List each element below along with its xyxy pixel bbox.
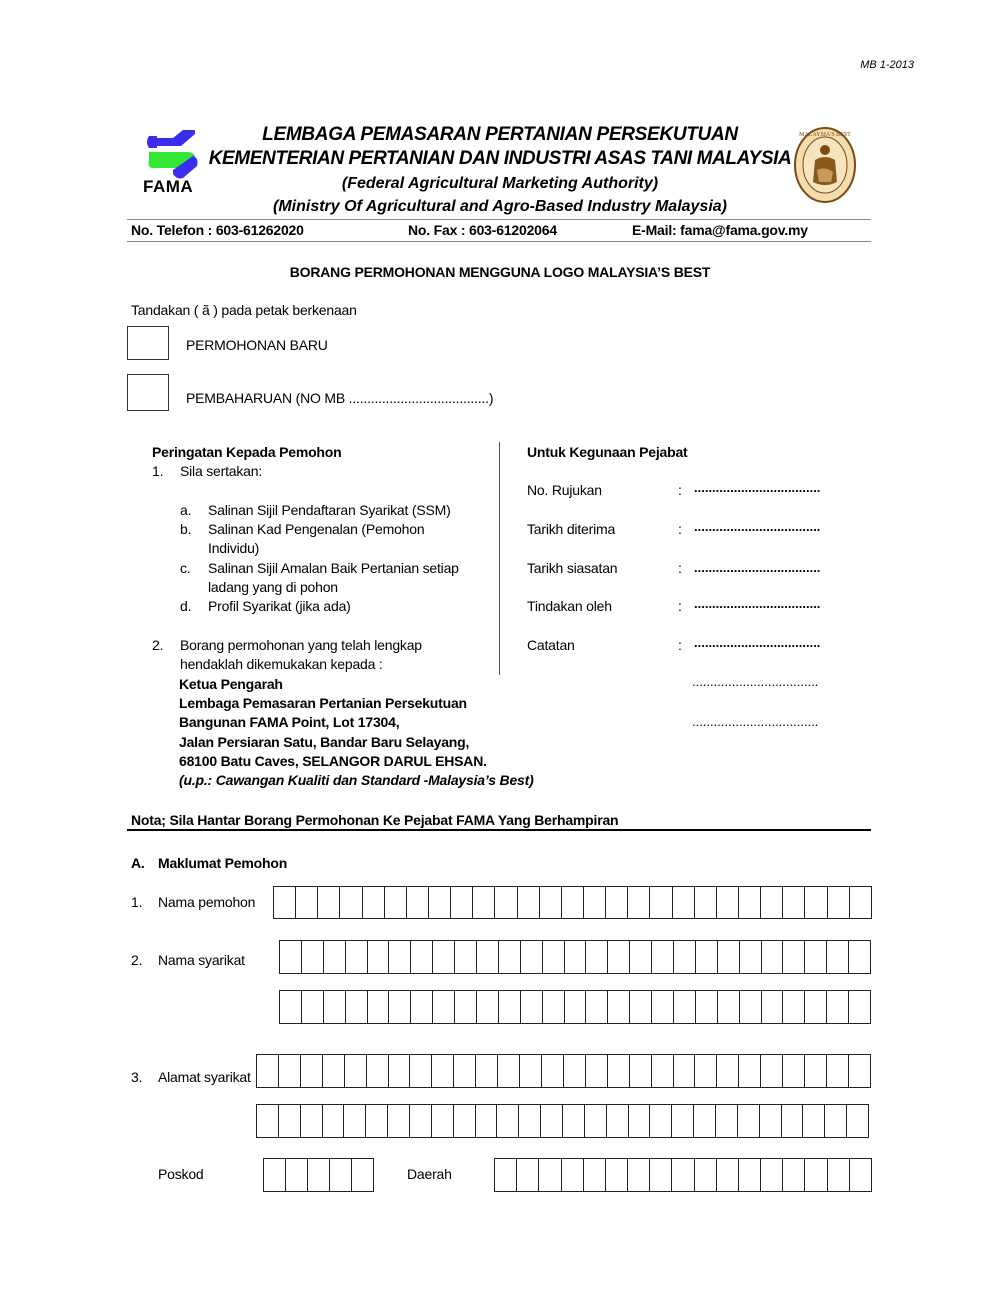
char-box[interactable] (608, 1055, 630, 1087)
char-box[interactable] (739, 1159, 761, 1191)
fama-logo-text: FAMA (143, 177, 194, 196)
char-box[interactable] (389, 941, 411, 973)
char-box[interactable] (410, 1055, 432, 1087)
char-box[interactable] (761, 1055, 783, 1087)
char-box[interactable] (429, 887, 451, 918)
office-field-label: Tindakan oleh (527, 598, 612, 614)
char-box[interactable] (517, 1159, 539, 1191)
reminder-heading: Peringatan Kepada Pemohon (152, 444, 342, 460)
company-address-input-line2[interactable] (256, 1104, 869, 1138)
attachment-letter: b. (180, 521, 192, 537)
char-box[interactable] (477, 941, 499, 973)
office-field-label: Tarikh diterima (527, 521, 616, 537)
char-box[interactable] (346, 941, 368, 973)
attachment-text-cont: Individu) (208, 540, 260, 556)
char-box[interactable] (696, 991, 718, 1023)
char-box[interactable] (828, 1159, 850, 1191)
char-box[interactable] (849, 1055, 870, 1087)
char-box[interactable] (308, 1159, 330, 1191)
char-box[interactable] (330, 1159, 352, 1191)
char-box[interactable] (650, 1159, 672, 1191)
char-box[interactable] (782, 1105, 804, 1137)
char-box[interactable] (783, 941, 805, 973)
char-box[interactable] (586, 991, 608, 1023)
attachment-text: Salinan Kad Pengenalan (Pemohon (208, 521, 425, 537)
char-box[interactable] (608, 941, 630, 973)
char-box[interactable] (827, 991, 849, 1023)
char-box[interactable] (411, 991, 433, 1023)
char-box[interactable] (584, 1159, 606, 1191)
char-box[interactable] (519, 1105, 541, 1137)
svg-text:MALAYSIA'S BEST: MALAYSIA'S BEST (799, 132, 851, 138)
char-box[interactable] (739, 887, 761, 918)
char-box[interactable] (363, 887, 385, 918)
char-box[interactable] (629, 1105, 651, 1137)
char-box[interactable] (385, 887, 407, 918)
field-number: 1. (131, 894, 143, 910)
char-box[interactable] (585, 1105, 607, 1137)
header-rule-bottom (127, 241, 871, 242)
district-input[interactable] (494, 1158, 872, 1192)
char-box[interactable] (389, 1055, 411, 1087)
char-box[interactable] (542, 1055, 564, 1087)
char-box[interactable] (280, 941, 302, 973)
office-field-colon: : (678, 637, 682, 653)
office-field-colon: : (678, 560, 682, 576)
company-name-input-line1[interactable] (279, 940, 871, 974)
char-box[interactable] (849, 991, 870, 1023)
char-box[interactable] (564, 1055, 586, 1087)
office-field-inspection-date[interactable]: ................................... (694, 560, 821, 575)
address-line: Ketua Pengarah (179, 676, 283, 692)
char-box[interactable] (650, 1105, 672, 1137)
char-box[interactable] (694, 1105, 716, 1137)
char-box[interactable] (279, 1105, 301, 1137)
char-box[interactable] (717, 1159, 739, 1191)
char-box[interactable] (803, 1105, 825, 1137)
attachment-letter: a. (180, 502, 192, 518)
field-number: 2. (131, 952, 143, 968)
section-a-heading: Maklumat Pemohon (158, 855, 288, 871)
reminder-item1-text: Sila sertakan: (180, 463, 263, 479)
char-box[interactable] (301, 1105, 323, 1137)
office-field-notes[interactable]: ................................... (694, 635, 821, 650)
char-box[interactable] (762, 941, 784, 973)
char-box[interactable] (455, 991, 477, 1023)
char-box[interactable] (498, 1055, 520, 1087)
section-a-letter: A. (131, 855, 145, 871)
attachment-text: Salinan Sijil Pendaftaran Syarikat (SSM) (208, 502, 451, 518)
email-address: E-Mail: fama@fama.gov.my (632, 222, 808, 238)
char-box[interactable] (607, 1105, 629, 1137)
char-box[interactable] (280, 991, 302, 1023)
char-box[interactable] (495, 1159, 517, 1191)
char-box[interactable] (368, 941, 390, 973)
char-box[interactable] (476, 1105, 498, 1137)
attachment-text: Salinan Sijil Amalan Baik Pertanian setiap (208, 560, 459, 576)
address-line: Lembaga Pemasaran Pertanian Persekutuan (179, 695, 467, 711)
char-box[interactable] (827, 941, 849, 973)
char-box[interactable] (499, 991, 521, 1023)
char-box[interactable] (695, 1159, 717, 1191)
char-box[interactable] (805, 941, 827, 973)
note-rule (127, 829, 871, 831)
option-label-new-application: PERMOHONAN BARU (186, 337, 328, 353)
org-name-english: (Federal Agricultural Marketing Authority) (341, 175, 659, 192)
char-box[interactable] (389, 991, 411, 1023)
char-box[interactable] (499, 941, 521, 973)
office-field-label: No. Rujukan (527, 482, 602, 498)
district-label: Daerah (407, 1166, 452, 1182)
char-box[interactable] (740, 991, 762, 1023)
attachment-text: Profil Syarikat (jika ada) (208, 598, 351, 614)
char-box[interactable] (674, 941, 696, 973)
char-box[interactable] (628, 887, 650, 918)
char-box[interactable] (672, 1159, 694, 1191)
phone-number: No. Telefon : 603-61262020 (131, 222, 304, 238)
attachment-letter: c. (180, 560, 191, 576)
char-box[interactable] (279, 1055, 301, 1087)
char-box[interactable] (296, 887, 318, 918)
char-box[interactable] (606, 1159, 628, 1191)
char-box[interactable] (850, 1159, 871, 1191)
char-box[interactable] (366, 1105, 388, 1137)
office-field-colon: : (678, 521, 682, 537)
char-box[interactable] (586, 1055, 608, 1087)
form-title: BORANG PERMOHONAN MENGGUNA LOGO MALAYSIA’S BEST (289, 264, 711, 280)
applicant-name-label: Nama pemohon (158, 894, 256, 910)
char-box[interactable] (740, 941, 762, 973)
char-box[interactable] (388, 1105, 410, 1137)
char-box[interactable] (805, 1159, 827, 1191)
office-field-label: Catatan (527, 637, 575, 653)
char-box[interactable] (451, 887, 473, 918)
submission-note: Nota; Sila Hantar Borang Permohonan Ke Pejabat FAMA Yang Berhampiran (131, 812, 619, 828)
form-code: MB 1-2013 (860, 59, 914, 71)
char-box[interactable] (805, 991, 827, 1023)
char-box[interactable] (652, 991, 674, 1023)
char-box[interactable] (540, 887, 562, 918)
char-box[interactable] (606, 887, 628, 918)
reminder-item2-line1: Borang permohonan yang telah lengkap (180, 637, 422, 653)
char-box[interactable] (738, 1105, 760, 1137)
char-box[interactable] (323, 1105, 345, 1137)
char-box[interactable] (345, 1055, 367, 1087)
malaysias-best-seal-icon (793, 126, 857, 204)
address-line: 68100 Batu Caves, SELANGOR DARUL EHSAN. (179, 753, 487, 769)
header-rule-top (127, 219, 871, 220)
applicant-name-input[interactable] (273, 886, 872, 919)
char-box[interactable] (586, 941, 608, 973)
char-box[interactable] (805, 887, 827, 918)
char-box[interactable] (783, 887, 805, 918)
ministry-name-malay: KEMENTERIAN PERTANIAN DAN INDUSTRI ASAS TANI MALAYSIA (208, 148, 792, 169)
char-box[interactable] (301, 1055, 323, 1087)
char-box[interactable] (674, 991, 696, 1023)
char-box[interactable] (761, 1159, 783, 1191)
office-field-colon: : (678, 598, 682, 614)
address-line: Bangunan FAMA Point, Lot 17304, (179, 714, 400, 730)
char-box[interactable] (849, 941, 870, 973)
char-box[interactable] (739, 1055, 761, 1087)
char-box[interactable] (828, 887, 850, 918)
char-box[interactable] (518, 887, 540, 918)
char-box[interactable] (454, 1105, 476, 1137)
char-box[interactable] (562, 1159, 584, 1191)
char-box[interactable] (847, 1105, 868, 1137)
company-address-input-line1[interactable] (256, 1054, 871, 1088)
char-box[interactable] (563, 1105, 585, 1137)
office-field-action-by[interactable]: ................................... (694, 596, 821, 611)
char-box[interactable] (584, 887, 606, 918)
office-use-heading: Untuk Kegunaan Pejabat (527, 444, 688, 460)
char-box[interactable] (674, 1055, 696, 1087)
char-box[interactable] (717, 887, 739, 918)
postcode-label: Poskod (158, 1166, 204, 1182)
char-box[interactable] (539, 1159, 561, 1191)
ministry-name-english: (Ministry Of Agricultural and Agro-Based Industry Malaysia) (273, 198, 727, 215)
char-box[interactable] (695, 887, 717, 918)
char-box[interactable] (477, 991, 499, 1023)
char-box[interactable] (432, 1055, 454, 1087)
char-box[interactable] (565, 941, 587, 973)
char-box[interactable] (407, 887, 429, 918)
char-box[interactable] (761, 887, 783, 918)
char-box[interactable] (630, 941, 652, 973)
checkbox-instruction: Tandakan ( ã ) pada petak berkenaan (131, 302, 357, 318)
char-box[interactable] (473, 887, 495, 918)
char-box[interactable] (324, 941, 346, 973)
column-divider (499, 442, 500, 675)
office-field-notes-line3[interactable]: ................................... (692, 714, 819, 729)
checkbox-renewal[interactable] (127, 374, 169, 411)
char-box[interactable] (783, 1159, 805, 1191)
char-box[interactable] (565, 991, 587, 1023)
char-box[interactable] (302, 941, 324, 973)
char-box[interactable] (344, 1105, 366, 1137)
char-box[interactable] (695, 1055, 717, 1087)
field-number: 3. (131, 1069, 143, 1085)
char-box[interactable] (650, 887, 672, 918)
char-box[interactable] (318, 887, 340, 918)
char-box[interactable] (432, 1105, 454, 1137)
reminder-item1-number: 1. (152, 463, 164, 479)
char-box[interactable] (476, 1055, 498, 1087)
char-box[interactable] (630, 991, 652, 1023)
company-name-label: Nama syarikat (158, 952, 245, 968)
char-box[interactable] (718, 991, 740, 1023)
char-box[interactable] (286, 1159, 308, 1191)
office-field-colon: : (678, 482, 682, 498)
char-box[interactable] (628, 1159, 650, 1191)
option-label-renewal: PEMBAHARUAN (NO MB ......................................) (186, 390, 494, 406)
char-box[interactable] (274, 887, 296, 918)
char-box[interactable] (455, 941, 477, 973)
char-box[interactable] (825, 1105, 847, 1137)
char-box[interactable] (410, 1105, 432, 1137)
char-box[interactable] (257, 1105, 279, 1137)
reminder-item2-line2: hendaklah dikemukakan kepada : (180, 656, 383, 672)
attachment-text-cont: ladang yang di pohon (208, 579, 338, 595)
char-box[interactable] (562, 887, 584, 918)
char-box[interactable] (630, 1055, 652, 1087)
char-box[interactable] (543, 941, 565, 973)
char-box[interactable] (495, 887, 517, 918)
char-box[interactable] (716, 1105, 738, 1137)
office-field-date-received[interactable]: ................................... (694, 519, 821, 534)
char-box[interactable] (672, 1105, 694, 1137)
char-box[interactable] (454, 1055, 476, 1087)
char-box[interactable] (805, 1055, 827, 1087)
char-box[interactable] (368, 991, 390, 1023)
char-box[interactable] (340, 887, 362, 918)
org-name-malay: LEMBAGA PEMASARAN PERTANIAN PERSEKUTUAN (262, 124, 738, 145)
char-box[interactable] (411, 941, 433, 973)
char-box[interactable] (827, 1055, 849, 1087)
char-box[interactable] (521, 991, 543, 1023)
char-box[interactable] (652, 1055, 674, 1087)
char-box[interactable] (257, 1055, 279, 1087)
attachment-letter: d. (180, 598, 192, 614)
char-box[interactable] (717, 1055, 739, 1087)
char-box[interactable] (652, 941, 674, 973)
company-name-input-line2[interactable] (279, 990, 871, 1024)
char-box[interactable] (264, 1159, 286, 1191)
char-box[interactable] (762, 991, 784, 1023)
company-address-label: Alamat syarikat (158, 1069, 251, 1085)
attention-line: (u.p.: Cawangan Kualiti dan Standard -Malaysia’s Best) (179, 772, 534, 788)
reminder-item2-number: 2. (152, 637, 164, 653)
char-box[interactable] (352, 1159, 373, 1191)
char-box[interactable] (521, 941, 543, 973)
char-box[interactable] (497, 1105, 519, 1137)
char-box[interactable] (541, 1105, 563, 1137)
office-field-notes-line2[interactable]: ................................... (692, 674, 819, 689)
fax-number: No. Fax : 603-61202064 (408, 222, 557, 238)
char-box[interactable] (673, 887, 695, 918)
char-box[interactable] (367, 1055, 389, 1087)
char-box[interactable] (324, 991, 346, 1023)
char-box[interactable] (346, 991, 368, 1023)
char-box[interactable] (718, 941, 740, 973)
char-box[interactable] (783, 1055, 805, 1087)
char-box[interactable] (323, 1055, 345, 1087)
address-line: Jalan Persiaran Satu, Bandar Baru Selayang, (179, 734, 470, 750)
char-box[interactable] (433, 991, 455, 1023)
char-box[interactable] (850, 887, 871, 918)
office-field-reference-number[interactable]: ................................... (694, 480, 821, 495)
checkbox-new-application[interactable] (127, 326, 169, 360)
char-box[interactable] (608, 991, 630, 1023)
char-box[interactable] (433, 941, 455, 973)
char-box[interactable] (783, 991, 805, 1023)
char-box[interactable] (543, 991, 565, 1023)
postcode-input[interactable] (263, 1158, 374, 1192)
char-box[interactable] (696, 941, 718, 973)
char-box[interactable] (520, 1055, 542, 1087)
office-field-label: Tarikh siasatan (527, 560, 618, 576)
char-box[interactable] (760, 1105, 782, 1137)
char-box[interactable] (302, 991, 324, 1023)
